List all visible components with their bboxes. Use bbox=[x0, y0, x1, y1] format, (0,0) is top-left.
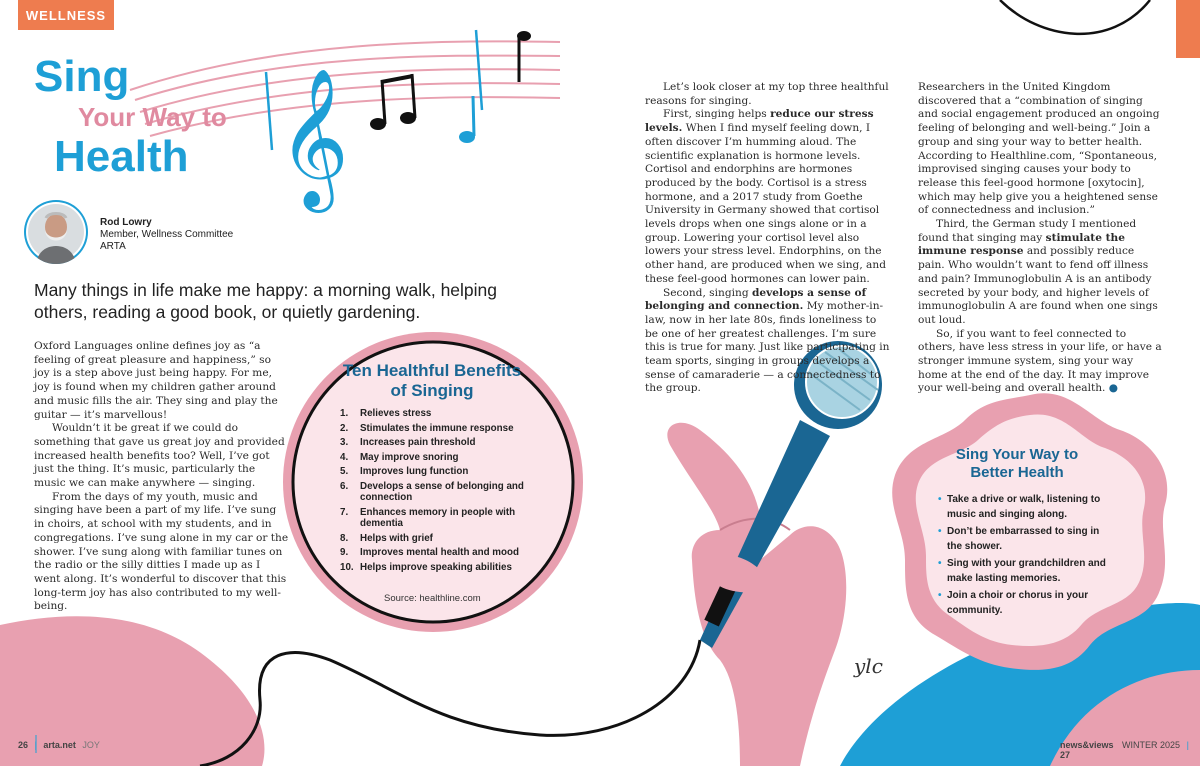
author-name: Rod Lowry bbox=[100, 217, 152, 228]
artist-signature: ylc bbox=[854, 654, 883, 678]
list-item: 4. May improve snoring bbox=[340, 451, 459, 463]
author-role: Member, Wellness Committee bbox=[100, 229, 234, 240]
footer-right: news&views WINTER 2025 | 27 bbox=[1060, 740, 1189, 760]
list-item: • Join a choir or chorus in your community. bbox=[938, 590, 1089, 616]
page-number: 27 bbox=[1060, 750, 1071, 760]
paragraph: Third, the German study I mentioned found that singing may stimulate the immune response and possibly reduce pain. Who wouldn’t want to fend off illness and pain? Immunoglobulin A is an antibody secreted by your body, and higher levels of immunoglobulin A are found when one sings out loud. bbox=[918, 218, 1158, 326]
lead-paragraph: Many things in life make me happy: a morning walk, helping others, reading a good book, or quietly gardening. bbox=[34, 280, 498, 322]
list-item: 1. Relieves stress bbox=[340, 408, 432, 419]
list-item: 2. Stimulates the immune response bbox=[340, 422, 514, 434]
end-mark-icon: ● bbox=[1108, 382, 1119, 395]
paragraph: Researchers in the United Kingdom discovered that a “combination of singing and social engagement produced an ongoing feeling of belonging and well-being.” Join a group and sing your way to better health. According to Healthline.com, “Spontaneous, improvised singing causes your body to release this feel-good hormone [oxytocin], which may help give you a heightened sense of connectedness and inclusion.” bbox=[918, 81, 1160, 217]
emphasis: stimulate the immune response bbox=[918, 231, 1125, 258]
bullet-icon: • bbox=[938, 590, 942, 601]
footer-site: arta.net bbox=[43, 740, 76, 750]
paragraph: So, if you want to feel connected to others, have less stress in your life, or have a stronger immune system, sing your way home at the end of the day. It may improve your well-being and overall health. ● bbox=[918, 327, 1162, 395]
list-item: 8. Helps with grief bbox=[340, 532, 433, 544]
top-curve-line bbox=[1000, 0, 1150, 34]
list-item: 7. Enhances memory in people with dementia bbox=[340, 506, 516, 529]
title-line-1: Sing bbox=[34, 52, 130, 101]
footer-left: 26 | arta.net JOY bbox=[18, 740, 100, 750]
emphasis: develops a sense of belonging and connection. bbox=[645, 286, 867, 313]
list-item: • Sing with your grandchildren and make lasting memories. bbox=[938, 558, 1106, 584]
sidebar-title: Sing Your Way to Better Health bbox=[955, 446, 1079, 481]
benefits-source: Source: healthline.com bbox=[384, 593, 481, 604]
bullet-icon: • bbox=[938, 494, 942, 505]
music-notes-icon bbox=[370, 31, 531, 143]
paragraph: Let’s look closer at my top three healthful reasons for singing. bbox=[645, 81, 889, 107]
footer-section: JOY bbox=[82, 740, 100, 750]
author-org: ARTA bbox=[100, 241, 126, 252]
paragraph: Second, singing develops a sense of belonging and connection. My mother-in-law, now in her late 80s, finds loneliness to be one of her greatest challenges. I’m sure this is true for many. Just like participating in team sports, singing in groups develops a sense of camaraderie — a connectedness to the group. bbox=[645, 286, 890, 395]
author-photo bbox=[24, 200, 88, 264]
bullet-icon: • bbox=[938, 526, 942, 537]
title-line-3: Health bbox=[54, 132, 189, 181]
list-item: 9. Improves mental health and mood bbox=[340, 547, 519, 558]
microphone-cable bbox=[200, 640, 700, 766]
benefits-box-title: Ten Healthful Benefits of Singing bbox=[342, 361, 522, 400]
paragraph: First, singing helps reduce our stress levels. When I find myself feeling down, I often discover I’m humming aloud. The scientific explanation is hormone levels. Cortisol and endorphins are hormones produced by the body. Cortisol is a stress hormone, and a 2017 study from Goethe University in Germany showed that cortisol levels drops when one sings alone or in a group. Lowering your cortisol level also lowers your stress level. Endorphins, on the other hand, are produced when we sing, and these feel-good hormones can lower pain. bbox=[645, 108, 886, 285]
title-line-2: Your Way to bbox=[78, 102, 227, 132]
footer-brand: news&views bbox=[1060, 740, 1114, 750]
list-item: • Take a drive or walk, listening to music and singing along. bbox=[938, 494, 1101, 520]
paragraph: Wouldn’t it be great if we could do something that gave us great joy and provided increased health benefits too? Well, I’ve got just the thing. It’s music, particularly the music we can make anywhere — singing. bbox=[34, 422, 285, 490]
article-column-2 bbox=[645, 81, 891, 396]
paragraph: Oxford Languages online defines joy as “a feeling of great pleasure and happiness,” so joy is a step above just being happy. For me, joy is found when my children gather around and music fills the air. They sing and play the guitar — it’s marvellous! bbox=[34, 340, 278, 421]
treble-clef-icon: 𝄞 bbox=[278, 68, 349, 207]
page-number: 26 bbox=[18, 740, 29, 750]
paragraph: From the days of my youth, music and singing have been a part of my life. I’ve sung in choirs, at school with my students, and in congregations. I’ve sung alone in my car or the shower. I’ve sung along with familiar tunes on the radio or the silly ditties I made up as I went along. It’s wonderful to discover that this long-term joy has also contributed to my well-being. bbox=[34, 490, 289, 613]
article-column-1 bbox=[34, 340, 289, 614]
list-item: 3. Increases pain threshold bbox=[340, 437, 476, 448]
footer-issue: WINTER 2025 bbox=[1122, 740, 1181, 750]
sidebar-list bbox=[938, 492, 1108, 620]
list-item: 10. Helps improve speaking abilities bbox=[340, 561, 512, 573]
page-corner-tab bbox=[1176, 0, 1200, 58]
benefits-list bbox=[340, 408, 540, 576]
list-item: 6. Develops a sense of belonging and connection bbox=[340, 480, 524, 503]
peace-hand-illustration bbox=[667, 423, 846, 766]
article-column-3 bbox=[918, 81, 1164, 396]
emphasis: reduce our stress levels. bbox=[645, 108, 874, 135]
bullet-icon: • bbox=[938, 558, 942, 569]
section-tag: WELLNESS bbox=[18, 0, 114, 30]
list-item: 5. Improves lung function bbox=[340, 466, 469, 477]
list-item: • Don’t be embarrassed to sing in the shower. bbox=[938, 526, 1100, 552]
